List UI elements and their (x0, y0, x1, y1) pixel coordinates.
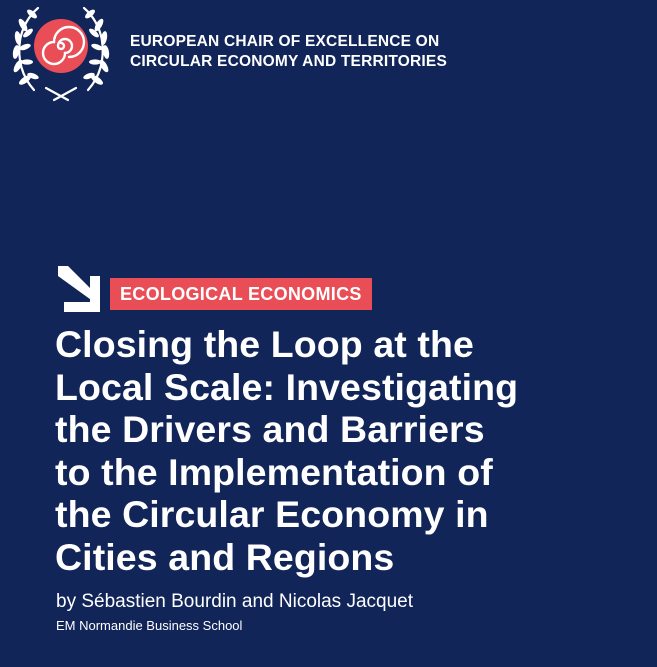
paper-title (55, 323, 645, 578)
laurel-wreath-logo-icon (6, 0, 116, 104)
affiliation: EM Normandie Business School (56, 618, 243, 633)
chair-title-line: EUROPEAN CHAIR OF EXCELLENCE ON (130, 33, 440, 50)
authors: by Sébastien Bourdin and Nicolas Jacquet (56, 591, 414, 612)
paper-title-line: the Drivers and Barriers (55, 408, 485, 450)
arrow-down-right-icon (54, 266, 102, 312)
category-badge: ECOLOGICAL ECONOMICS (110, 278, 372, 310)
chair-title-line: CIRCULAR ECONOMY AND TERRITORIES (130, 53, 447, 70)
paper-title-line: Local Scale: Investigating (55, 365, 519, 408)
paper-title-line: Cities and Regions (55, 535, 395, 578)
paper-title-line: to the Implementation of (55, 450, 493, 493)
chair-title (130, 32, 610, 72)
paper-title-line: Closing the Loop at the (55, 323, 474, 365)
paper-title-line: the Circular Economy in (55, 493, 489, 535)
